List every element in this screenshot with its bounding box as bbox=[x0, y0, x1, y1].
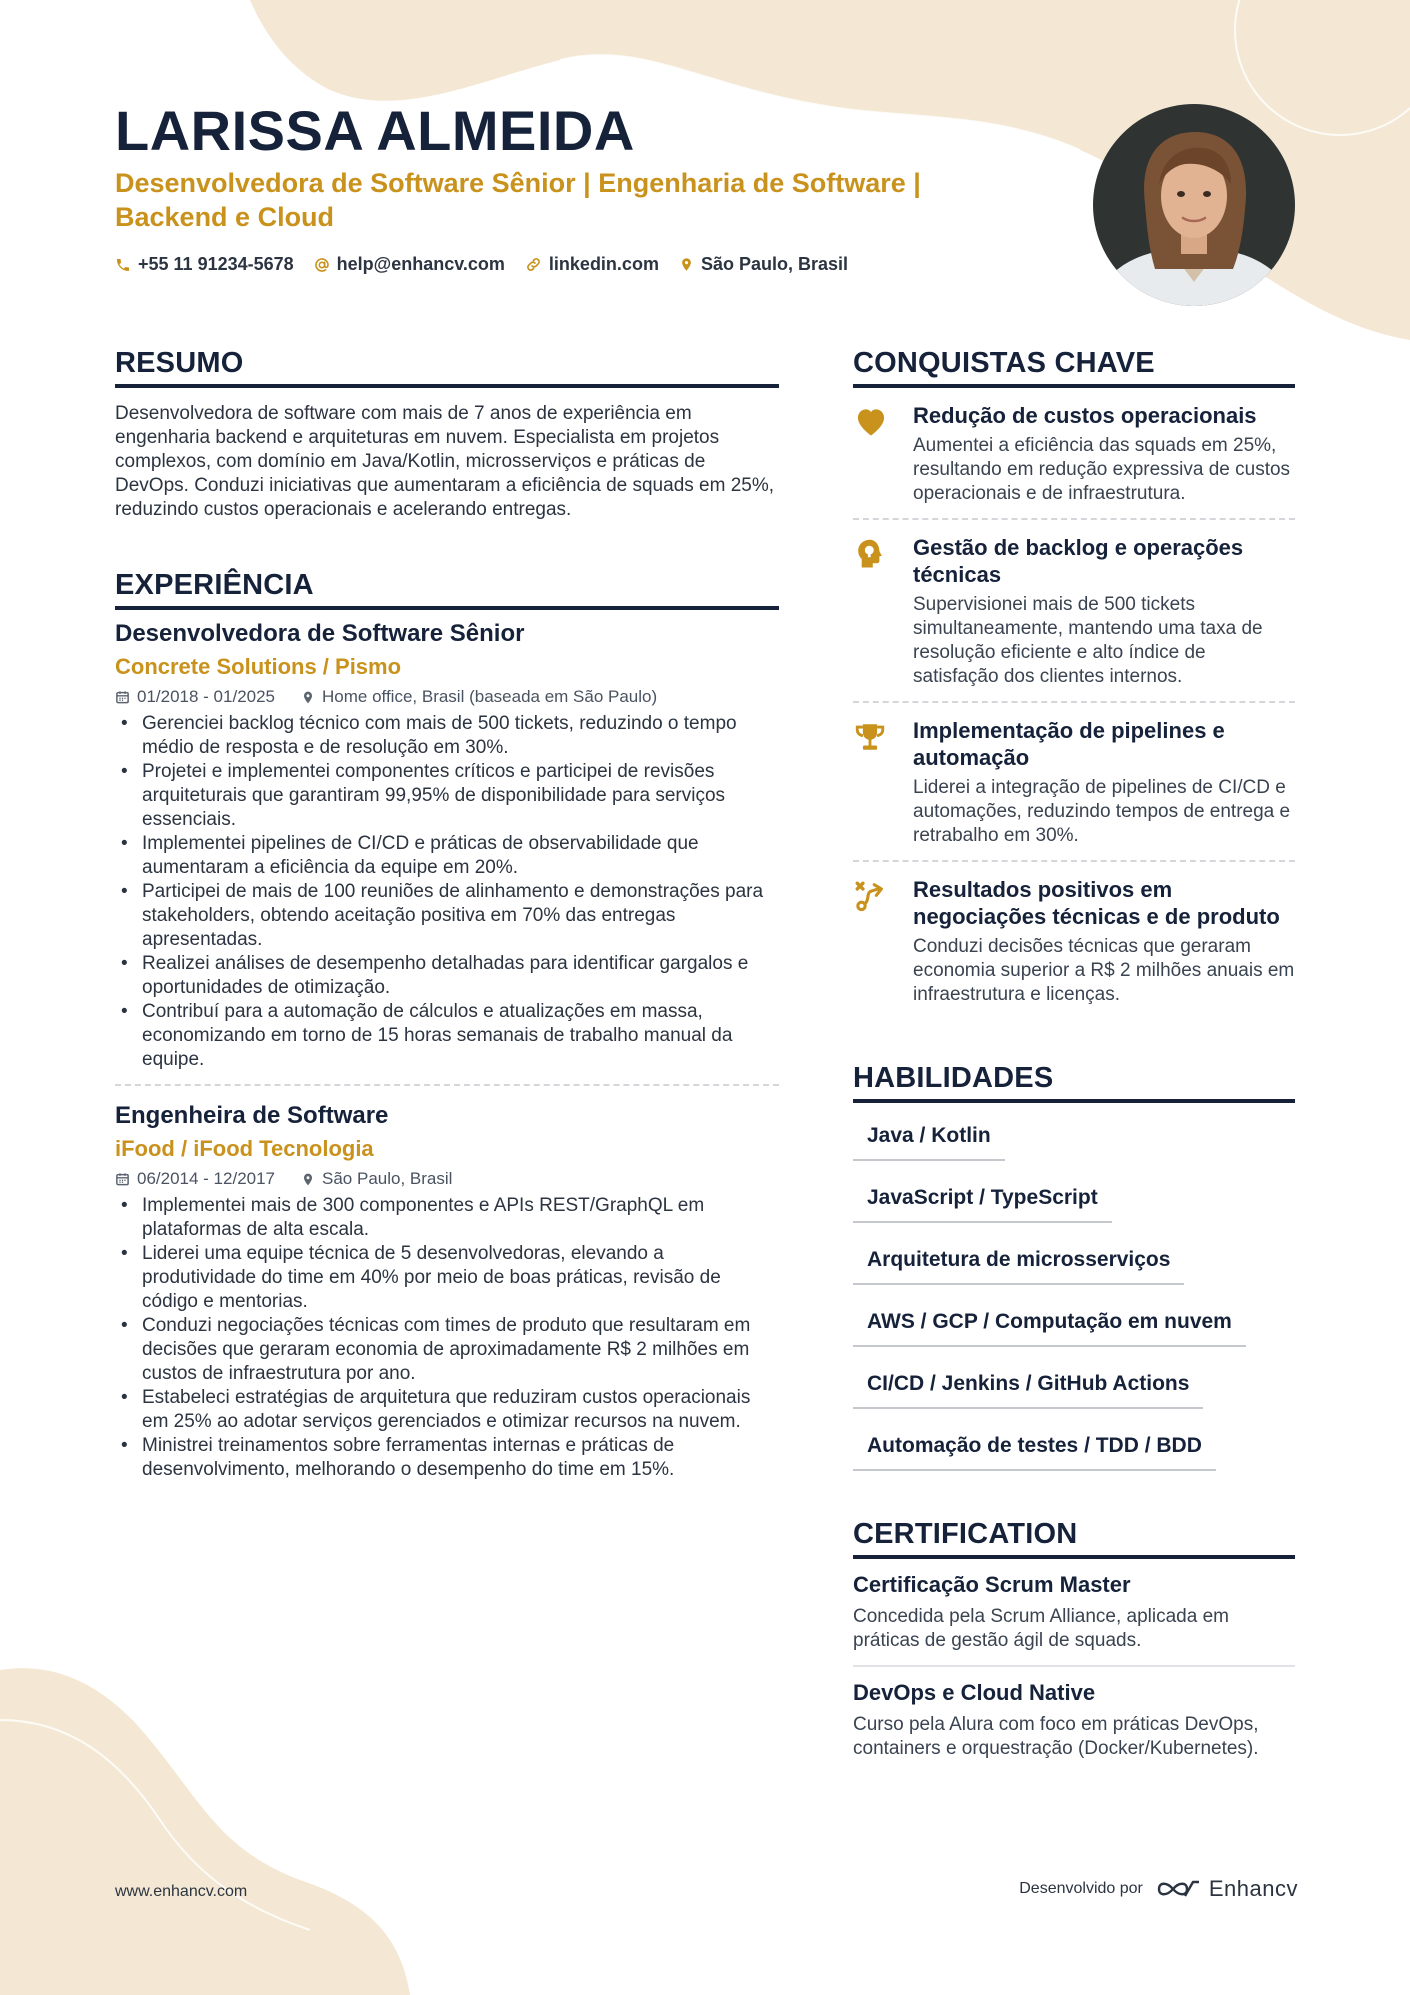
job-dates-text: 01/2018 - 01/2025 bbox=[137, 687, 276, 706]
certification-name: Certificação Scrum Master bbox=[853, 1572, 1131, 1597]
skills-list bbox=[853, 1115, 1295, 1487]
achievement-desc: Liderei a integração de pipelines de CI/CD e automações, reduzindo tempos de entrega e retrabalho em 30%. bbox=[913, 777, 1291, 846]
achievement-desc: Supervisionei mais de 500 tickets simultaneamente, mantendo uma taxa de resolução eficiente e alto índice de satisfação dos clientes internos. bbox=[913, 594, 1263, 687]
achievements-section bbox=[853, 344, 1295, 1019]
location-pin-icon bbox=[679, 256, 694, 273]
certification-item bbox=[853, 1667, 1295, 1773]
skill-tag: Java / Kotlin bbox=[853, 1115, 1005, 1161]
profile-photo bbox=[1093, 104, 1295, 306]
achievement-desc: Aumentei a eficiência das squads em 25%, resultando em redução expressiva de custos operacionais e de infraestrutura. bbox=[913, 435, 1291, 504]
contact-linkedin-text: linkedin.com bbox=[548, 254, 659, 274]
phone-icon bbox=[115, 257, 131, 273]
job-location bbox=[301, 686, 657, 708]
achievement-item bbox=[853, 520, 1295, 703]
achievement-title: Resultados positivos em negociações técnicas e de produto bbox=[913, 877, 1280, 929]
list-item: • Participei de mais de 100 reuniões de alinhamento e demonstrações para stakeholders, obtendo aceitação positiva em 70% das entregas apresentadas. bbox=[115, 880, 779, 952]
skill-tag: AWS / GCP / Computação em nuvem bbox=[853, 1301, 1246, 1347]
certification-desc: Concedida pela Scrum Alliance, aplicada em práticas de gestão ágil de squads. bbox=[853, 1606, 1229, 1651]
job-dates bbox=[115, 1168, 275, 1190]
job-location bbox=[301, 1168, 452, 1190]
at-icon bbox=[314, 257, 330, 273]
certification-desc: Curso pela Alura com foco em práticas DevOps, containers e orquestração (Docker/Kubernetes). bbox=[853, 1714, 1259, 1759]
location-pin-icon bbox=[301, 1171, 315, 1188]
contact-location-text: São Paulo, Brasil bbox=[700, 254, 849, 274]
experience-entry bbox=[115, 1100, 779, 1482]
contact-email-text: help@enhancv.com bbox=[336, 254, 505, 274]
job-company: Concrete Solutions / Pismo bbox=[115, 654, 402, 679]
achievement-item bbox=[853, 388, 1295, 520]
experience-title: EXPERIÊNCIA bbox=[115, 566, 779, 610]
skills-section bbox=[853, 1059, 1295, 1487]
contact-phone-text: +55 11 91234-5678 bbox=[138, 254, 294, 274]
contact-bar bbox=[115, 254, 868, 275]
skill-tag: JavaScript / TypeScript bbox=[853, 1177, 1112, 1223]
skill-tag: CI/CD / Jenkins / GitHub Actions bbox=[853, 1363, 1203, 1409]
certification-title: CERTIFICATION bbox=[853, 1515, 1295, 1559]
certification-name: DevOps e Cloud Native bbox=[853, 1680, 1096, 1705]
heart-icon bbox=[853, 405, 889, 437]
contact-linkedin[interactable] bbox=[525, 254, 659, 275]
list-item: • Contribuí para a automação de cálculos e atualizações em massa, economizando em torno de 15 horas semanais de trabalho manual da equipe. bbox=[115, 1000, 779, 1072]
certification-section bbox=[853, 1515, 1295, 1773]
left-column bbox=[115, 344, 779, 1482]
job-role: Desenvolvedora de Software Sênior bbox=[115, 620, 525, 647]
candidate-name: LARISSA ALMEIDA bbox=[115, 99, 635, 162]
job-bullets bbox=[115, 1194, 779, 1482]
footer-branding bbox=[1019, 1876, 1298, 1902]
list-item: • Ministrei treinamentos sobre ferramentas internas e práticas de desenvolvimento, melhorando o desempenho do time em 15%. bbox=[115, 1434, 779, 1482]
job-role: Engenheira de Software bbox=[115, 1102, 389, 1129]
summary-text: Desenvolvedora de software com mais de 7 anos de experiência em engenharia backend e arquiteturas em nuvem. Especialista em projetos complexos, com domínio em Java/Kotlin, microsserviços e práticas de DevOps. Conduzi iniciativas que aumentaram a eficiência de squads em 25%, reduzindo custos operacionais e acelerando entregas. bbox=[115, 403, 775, 520]
list-item: • Implementei mais de 300 componentes e APIs REST/GraphQL em plataformas de alta escala. bbox=[115, 1194, 779, 1242]
head-idea-icon bbox=[853, 537, 887, 573]
job-company: iFood / iFood Tecnologia bbox=[115, 1136, 374, 1161]
job-location-text: Home office, Brasil (baseada em São Paulo) bbox=[322, 687, 658, 706]
skills-title: HABILIDADES bbox=[853, 1059, 1295, 1103]
link-icon bbox=[525, 256, 542, 273]
enhancv-logo-icon bbox=[1155, 1876, 1203, 1902]
achievement-desc: Conduzi decisões técnicas que geraram economia superior a R$ 2 milhões anuais em infraestrutura e licenças. bbox=[913, 936, 1295, 1005]
experience-entry bbox=[115, 618, 779, 1072]
list-item: • Conduzi negociações técnicas com times de produto que resultaram em decisões que geraram economia de aproximadamente R$ 2 milhões em custos de infraestrutura por ano. bbox=[115, 1314, 779, 1386]
job-location-text: São Paulo, Brasil bbox=[322, 1169, 453, 1188]
calendar-icon bbox=[115, 1171, 130, 1187]
list-item: • Implementei pipelines de CI/CD e práticas de observabilidade que aumentaram a eficiência da equipe em 20%. bbox=[115, 832, 779, 880]
footer-powered-by: Desenvolvido por bbox=[1019, 1880, 1143, 1897]
contact-email[interactable] bbox=[314, 254, 505, 275]
summary-section bbox=[115, 344, 779, 522]
skill-tag: Arquitetura de microsserviços bbox=[853, 1239, 1184, 1285]
certification-item bbox=[853, 1559, 1295, 1667]
contact-location bbox=[679, 254, 848, 275]
achievement-title: Gestão de backlog e operações técnicas bbox=[913, 535, 1244, 587]
trophy-icon bbox=[853, 720, 887, 754]
achievement-title: Implementação de pipelines e automação bbox=[913, 718, 1225, 770]
experience-section bbox=[115, 566, 779, 1482]
job-bullets bbox=[115, 712, 779, 1072]
list-item: • Estabeleci estratégias de arquitetura que reduziram custos operacionais em 25% ao adotar serviços gerenciados e otimizar recursos na nuvem. bbox=[115, 1386, 779, 1434]
footer-website[interactable]: www.enhancv.com bbox=[115, 1883, 248, 1900]
location-pin-icon bbox=[301, 689, 315, 706]
strategy-icon bbox=[853, 879, 887, 913]
footer-brand: Enhancv bbox=[1208, 1876, 1298, 1901]
calendar-icon bbox=[115, 689, 130, 705]
list-item: • Realizei análises de desempenho detalhadas para identificar gargalos e oportunidades de otimização. bbox=[115, 952, 779, 1000]
achievements-title: CONQUISTAS CHAVE bbox=[853, 344, 1295, 388]
right-column bbox=[853, 344, 1295, 1773]
candidate-headline: Desenvolvedora de Software Sênior | Engenharia de Software | Backend e Cloud bbox=[115, 168, 921, 232]
list-item: • Gerenciei backlog técnico com mais de 500 tickets, reduzindo o tempo médio de resposta e de resolução em 30%. bbox=[115, 712, 779, 760]
job-dates bbox=[115, 686, 275, 708]
achievement-title: Redução de custos operacionais bbox=[913, 403, 1257, 428]
achievement-item bbox=[853, 703, 1295, 862]
list-item: • Liderei uma equipe técnica de 5 desenvolvedoras, elevando a produtividade do time em 40% por meio de boas práticas, revisão de código e mentorias. bbox=[115, 1242, 779, 1314]
list-item: • Projetei e implementei componentes críticos e participei de revisões arquiteturais que garantiram 99,95% de disponibilidade para serviços essenciais. bbox=[115, 760, 779, 832]
contact-phone[interactable] bbox=[115, 254, 294, 275]
job-meta bbox=[115, 1168, 779, 1190]
skill-tag: Automação de testes / TDD / BDD bbox=[853, 1425, 1216, 1471]
job-meta bbox=[115, 686, 779, 708]
summary-title: RESUMO bbox=[115, 344, 779, 388]
divider bbox=[115, 1084, 779, 1086]
job-dates-text: 06/2014 - 12/2017 bbox=[137, 1169, 276, 1188]
achievement-item bbox=[853, 862, 1295, 1019]
